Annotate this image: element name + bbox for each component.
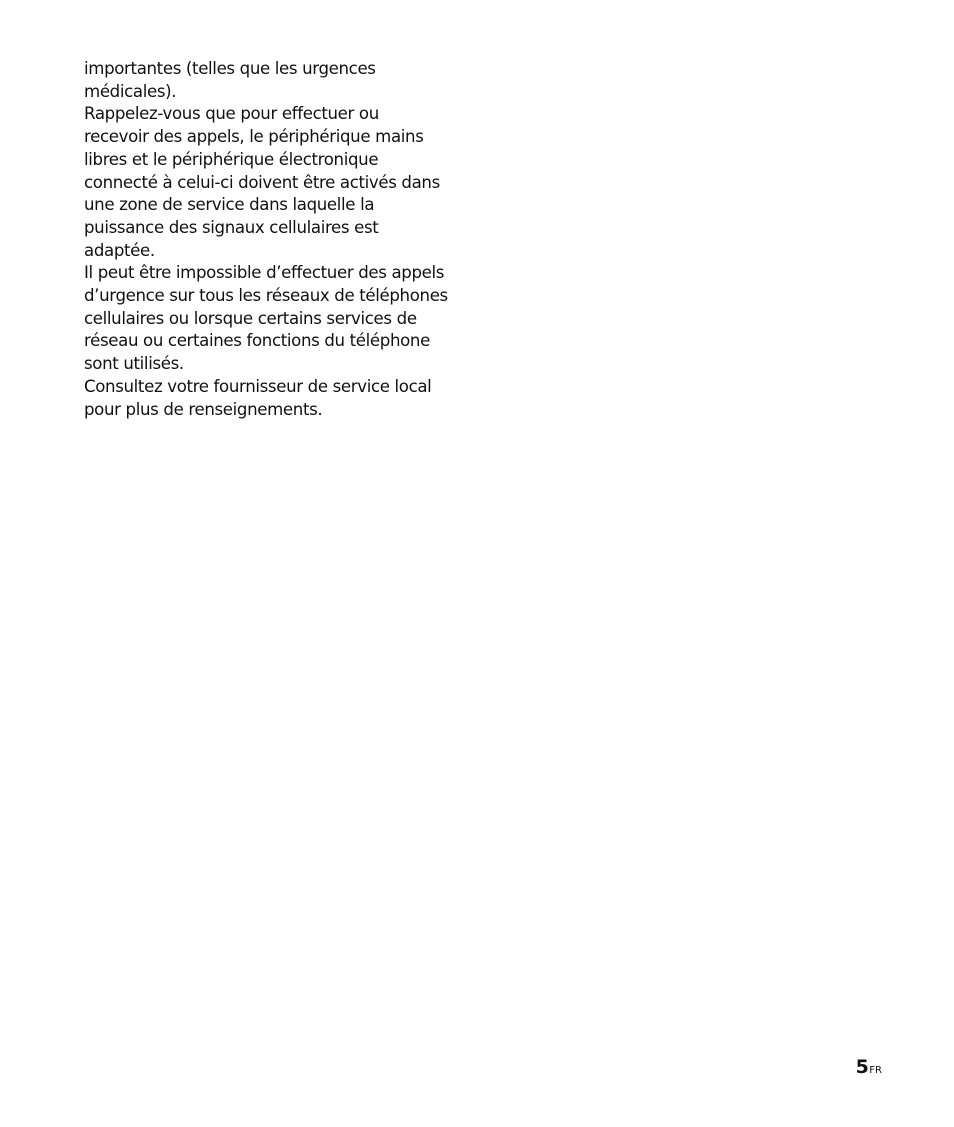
text-line: Rappelez-vous que pour effectuer ou: [84, 104, 379, 124]
text-line: pour plus de renseignements.: [84, 399, 323, 419]
text-line: puissance des signaux cellulaires est: [84, 217, 379, 237]
text-line: Consultez votre fournisseur de service local: [84, 376, 432, 396]
text-line: importantes (telles que les urgences: [84, 59, 376, 78]
text-line: cellulaires ou lorsque certains services de: [84, 308, 417, 328]
page-number: [856, 1056, 882, 1078]
text-line: médicales).: [84, 81, 177, 101]
body-text: [84, 58, 474, 421]
text-line: réseau ou certaines fonctions du téléphone: [84, 331, 430, 351]
page-number-value: 5: [855, 1056, 869, 1078]
text-line: libres et le périphérique électronique: [84, 149, 379, 169]
text-line: sont utilisés.: [84, 354, 184, 374]
text-line: recevoir des appels, le périphérique mains: [84, 127, 424, 147]
text-line: adaptée.: [84, 240, 155, 260]
language-code: FR: [869, 1065, 882, 1076]
text-line: Il peut être impossible d’effectuer des appels: [84, 263, 445, 283]
text-line: d’urgence sur tous les réseaux de téléphones: [84, 286, 448, 306]
text-line: connecté à celui-ci doivent être activés dans: [84, 172, 440, 192]
text-line: une zone de service dans laquelle la: [84, 195, 375, 215]
